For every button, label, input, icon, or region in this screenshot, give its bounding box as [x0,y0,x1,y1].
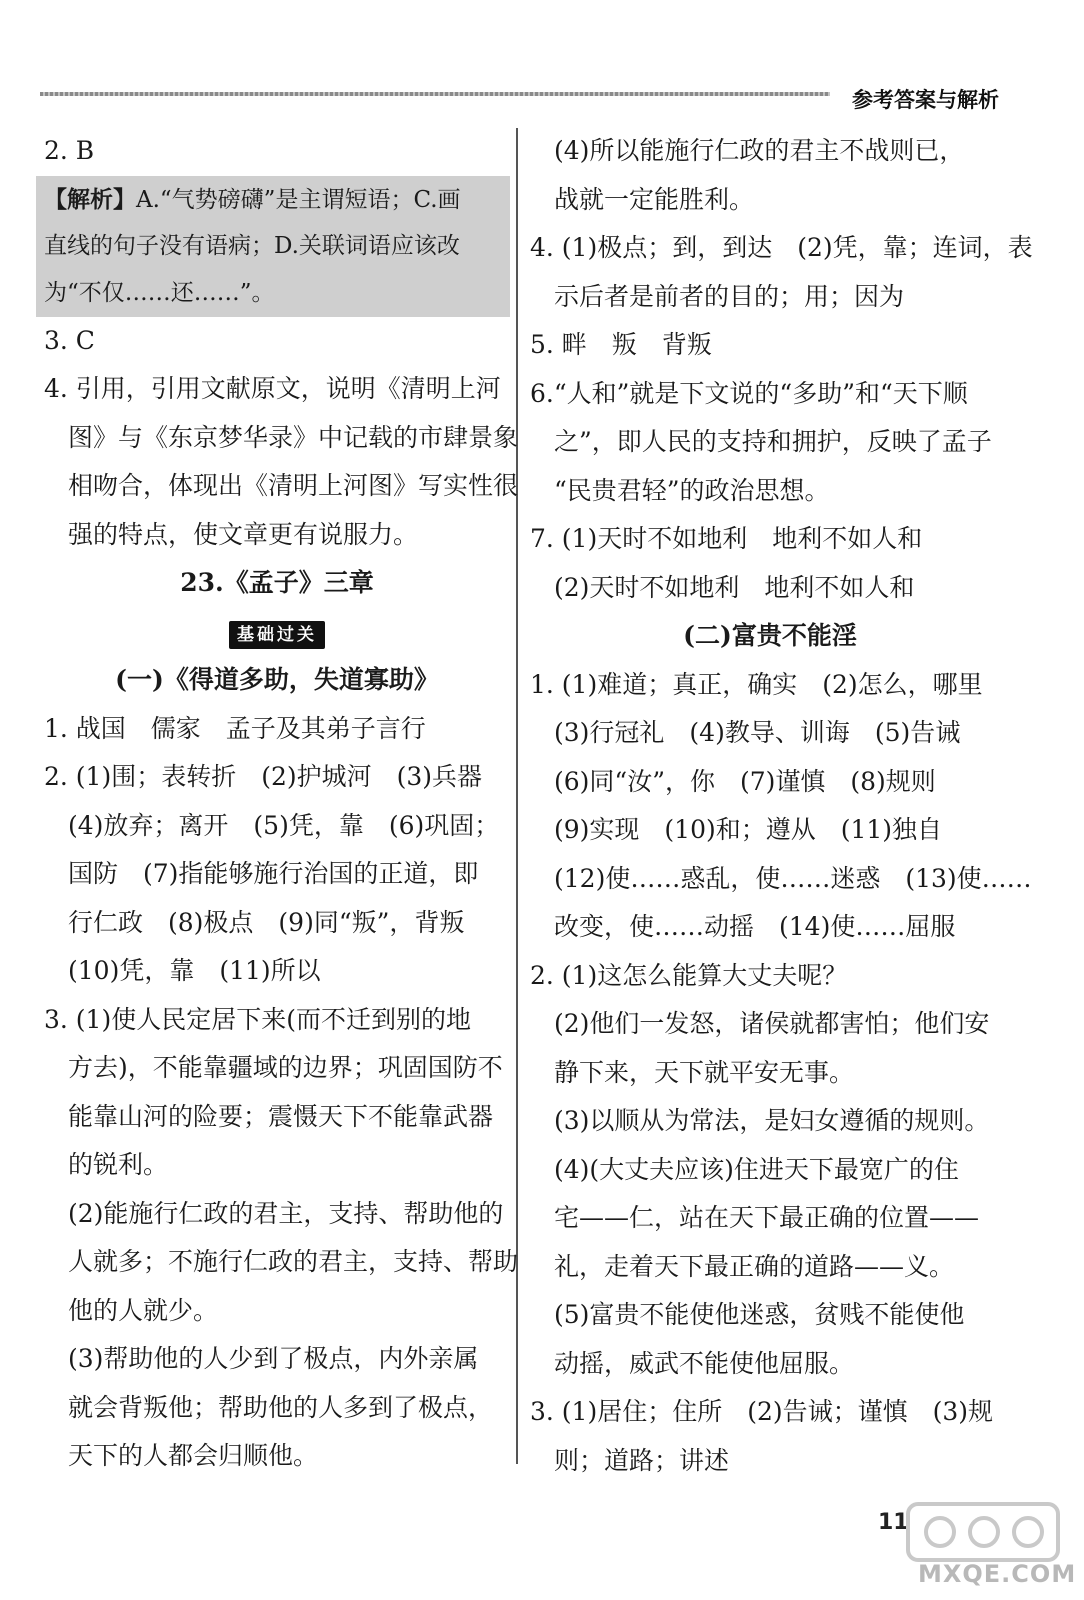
answer-line: (3)以顺从为常法，是妇女遵循的规则。 [554,1106,990,1135]
answer-line: 4. (1)极点；到，到达 (2)凭，靠；连词，表 [530,233,1033,262]
watermark-text: MXQE.COM [918,1560,1077,1588]
answer-line: 他的人就少。 [68,1295,219,1325]
answer-line: 示后者是前者的目的；用；因为 [554,281,905,311]
chapter-title: 23.《孟子》三章 [180,568,374,597]
answer-line: 1. (1)难道；真正，确实 (2)怎么，哪里 [530,669,983,699]
answer-line: 1. 战国 儒家 孟子及其弟子言行 [44,713,426,743]
answer-line: 能靠山河的险要；震慑天下不能靠武器 [68,1101,494,1131]
answer-line: (4)所以能施行仁政的君主不战则已， [554,136,965,165]
answer-line: 方去)，不能靠疆域的边界；巩固国防不 [68,1053,503,1082]
header-rule [40,92,830,96]
analysis-line: 为“不仅……还……”。 [44,279,275,306]
badge-row [44,608,510,657]
answer-line: 宅——仁，站在天下最正确的位置—— [554,1203,980,1232]
analysis-line: 直线的句子没有语病；D.关联词语应该改 [44,232,460,259]
header-title: 参考答案与解析 [852,88,999,112]
answer-line: 就会背叛他；帮助他的人多到了极点， [68,1392,494,1422]
answer-line: 5. 畔 叛 背叛 [530,330,712,359]
page-number: 11 [878,1510,909,1535]
answer-line: 人就多；不施行仁政的君主，支持、帮助 [68,1247,519,1276]
answer-line: 2. (1)这怎么能算大丈夫呢？ [530,960,848,990]
answer-line: 之”，即人民的支持和拥护，反映了孟子 [554,427,992,456]
answer-line: 则；道路；讲述 [554,1445,730,1475]
answer-line: (5)富贵不能使他迷惑，贫贱不能使他 [554,1300,965,1329]
answer-line: (3)行冠礼 (4)教导、训诲 (5)告诫 [554,718,961,747]
answer-line: 7. (1)天时不如地利 地利不如人和 [530,524,923,553]
answer-line: 6.“人和”就是下文说的“多助”和“天下顺 [530,378,968,408]
answer-q4-line: 相吻合，体现出《清明上河图》写实性很 [68,471,519,500]
answer-line: (4)放弃；离开 (5)凭，靠 (6)巩固； [68,810,500,840]
answer-line: 国防 (7)指能够施行治国的正道，即 [68,859,479,888]
section-title: (二)富贵不能淫 [683,621,857,650]
answer-line: (2)天时不如地利 地利不如人和 [554,572,915,602]
answer-line: 行仁政 (8)极点 (9)同“叛”，背叛 [68,907,465,937]
answer-q2: 2. B [44,136,95,165]
answer-line: 礼，走着天下最正确的道路——义。 [554,1251,955,1281]
answer-line: 天下的人都会归顺他。 [68,1441,319,1470]
analysis-line: 【解析】A.“气势磅礴”是主谓短语；C.画 [44,185,461,213]
section-badge: 基础过关 [229,621,325,649]
answer-line: 战就一定能胜利。 [554,184,755,214]
answer-q3: 3. C [44,325,95,355]
answer-q4-line: 强的特点，使文章更有说服力。 [68,519,419,549]
answer-line: (2)他们一发怒，诸侯就都害怕；他们安 [554,1009,990,1038]
analysis-box [36,176,510,317]
answer-line: (6)同“汝”，你 (7)谨慎 (8)规则 [554,766,936,796]
answer-line: (2)能施行仁政的君主，支持、帮助他的 [68,1198,504,1228]
answer-line: “民贵君轻”的政治思想。 [554,475,830,505]
answer-line: (12)使……惑乱，使……迷惑 (13)使…… [554,863,1032,893]
analysis-tag: 【解析】 [44,185,136,213]
answer-line: 改变，使……动摇 (14)使……屈服 [554,912,956,941]
answer-q4-line: 图》与《东京梦华录》中记载的市肆景象 [68,422,519,452]
answer-line: 3. (1)居住；住所 (2)告诫；谨慎 (3)规 [530,1397,994,1426]
answer-line: (9)实现 (10)和；遵从 (11)独自 [554,815,943,844]
left-column [44,127,519,1481]
answer-line: 动摇，威武不能使他屈服。 [554,1348,855,1378]
section-title: (一)《得道多助，失道寡助》 [115,665,439,694]
answer-line: 静下来，天下就平安无事。 [554,1057,855,1087]
answer-line: 2. (1)围；表转折 (2)护城河 (3)兵器 [44,762,483,791]
answer-line: (4)(大丈夫应该)住进天下最宽广的住 [554,1154,959,1184]
answer-line: (10)凭，靠 (11)所以 [68,956,321,985]
answer-q4-line: 4. 引用，引用文献原文，说明《清明上河 [44,374,501,403]
answer-line: 3. (1)使人民定居下来(而不迁到别的地 [44,1004,471,1034]
answer-line: (3)帮助他的人少到了极点，内外亲属 [68,1344,479,1373]
right-column [530,127,1033,1485]
answer-line: 的锐利。 [68,1150,169,1179]
